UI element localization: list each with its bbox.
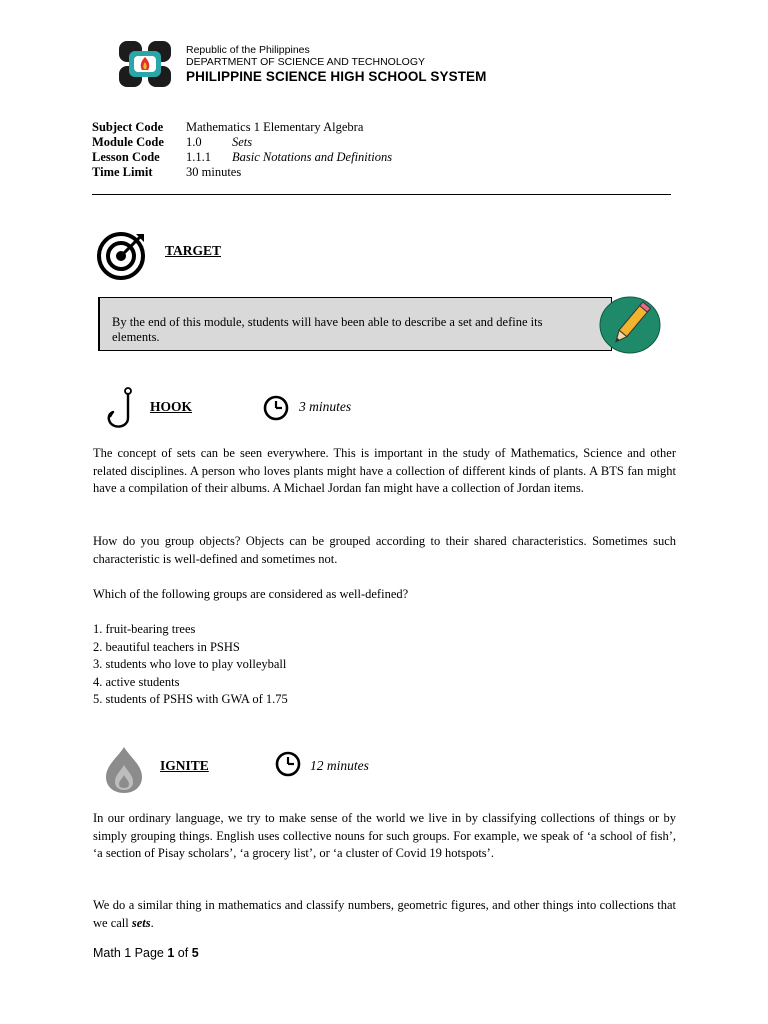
ignite-heading: IGNITE [160, 758, 209, 773]
ignite-p2-end: . [150, 915, 154, 930]
lesson-number: 1.1.1 [186, 150, 211, 164]
flame-icon [104, 745, 144, 800]
hook-list [93, 621, 676, 709]
target-heading: TARGET [165, 243, 222, 258]
ignite-paragraph-1: In our ordinary language, we try to make sense of the world we live in by classifying collections of things or by simply grouping things. English uses collective nouns for such groups. For example, we speak of ‘a school of fish’, ‘a section of Pisay scholars’, ‘a grocery list’, or ‘a cluster of Covid 19 hotspots’. [93, 811, 676, 860]
lesson-label: Lesson Code [92, 150, 160, 164]
lesson-name: Basic Notations and Definitions [232, 150, 393, 164]
pshs-logo [118, 40, 172, 88]
header-divider [92, 194, 671, 195]
subject-label: Subject Code [92, 120, 164, 134]
page-footer [93, 946, 199, 960]
footer-page-total: 5 [191, 946, 199, 960]
target-text: By the end of this module, students will have been able to describe a set and define its elements. [112, 315, 543, 344]
hook-heading: HOOK [150, 399, 193, 414]
clock-icon [275, 751, 303, 784]
header-school-system: PHILIPPINE SCIENCE HIGH SCHOOL SYSTEM [186, 69, 487, 84]
list-item: 3. students who love to play volleyball [93, 657, 287, 671]
list-item: 4. active students [93, 674, 180, 689]
subject-row [92, 120, 392, 135]
list-item: 1. fruit-bearing trees [93, 622, 196, 636]
time-value: 30 minutes [186, 165, 242, 179]
footer-page-number: 1 [167, 946, 175, 960]
lesson-row [92, 150, 392, 165]
hook-question: Which of the following groups are considered as well-defined? [93, 587, 409, 601]
time-label: Time Limit [92, 165, 153, 179]
hook-paragraph-1: The concept of sets can be seen everywhere. This is important in the study of Mathematics, Science and other related disciplines. A person who loves plants might have a collection of different kinds of plants. A BTS fan might have a compilation of their albums. A Michael Jordan fan might have a collection of Jordan items. [93, 446, 676, 495]
ignite-p2-text: We do a similar thing in mathematics and classify numbers, geometric figures, and other things into collections that we call [93, 898, 676, 930]
clock-icon [263, 395, 291, 428]
list-item: 2. beautiful teachers in PSHS [93, 639, 240, 654]
footer-middle: of [174, 946, 192, 960]
subject-value: Mathematics 1 Elementary Algebra [186, 120, 364, 134]
module-name: Sets [232, 135, 253, 149]
ignite-minutes: 12 minutes [310, 758, 369, 773]
ignite-paragraph-2 [93, 897, 676, 932]
time-row [92, 165, 392, 180]
header-department: DEPARTMENT OF SCIENCE AND TECHNOLOGY [186, 56, 426, 68]
hook-icon [104, 386, 138, 439]
module-row [92, 135, 392, 150]
pencil-icon [599, 296, 661, 354]
module-label: Module Code [92, 135, 164, 149]
lesson-info-table [92, 120, 392, 180]
hook-paragraph-2: How do you group objects? Objects can be grouped according to their shared characteristics. Sometimes such characteristic is well-defined and sometimes not. [93, 534, 676, 566]
footer-prefix: Math 1 Page [93, 946, 168, 960]
list-item: 5. students of PSHS with GWA of 1.75 [93, 692, 288, 706]
target-icon [96, 230, 148, 287]
header-republic: Republic of the Philippines [186, 44, 310, 56]
module-number: 1.0 [186, 135, 202, 149]
ignite-p2-sets: sets [131, 915, 151, 930]
hook-minutes: 3 minutes [299, 399, 352, 414]
